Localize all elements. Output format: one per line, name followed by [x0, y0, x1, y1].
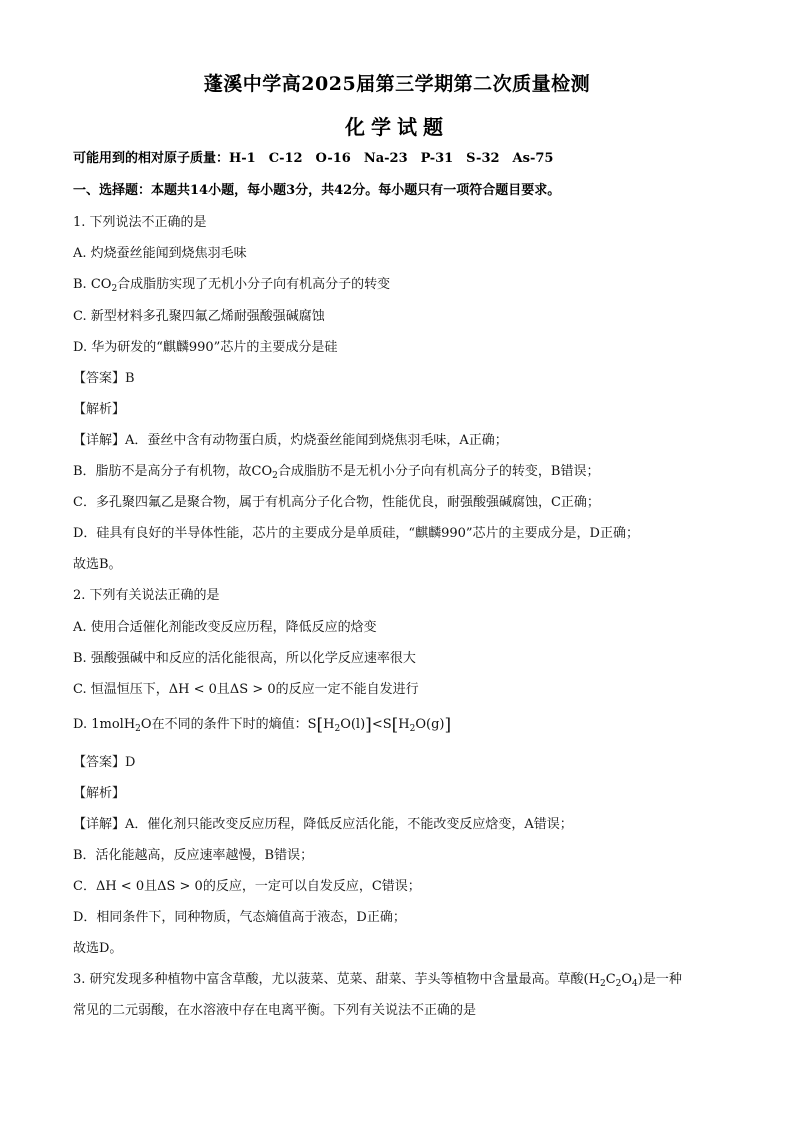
q2-option-c: C. 恒温恒压下，ΔH < 0且ΔS > 0的反应一定不能自发进行	[73, 682, 419, 697]
q1-stem: 1. 下列说法不正确的是	[73, 215, 207, 230]
q2-detail-c: C．ΔH < 0且ΔS > 0的反应，一定可以自发反应，C错误；	[73, 879, 421, 894]
q2-detail-a: 【详解】A．催化剂只能改变反应历程，降低反应活化能，不能改变反应焓变，A错误；	[73, 817, 573, 832]
q2-answer: 【答案】D	[73, 755, 136, 770]
q3-stem-line2: 常见的二元弱酸，在水溶液中存在电离平衡。下列有关说法不正确的是	[73, 1003, 477, 1018]
subject-title: 化学试题	[345, 115, 449, 139]
q2-conclusion: 故选D。	[73, 941, 123, 956]
q2-option-a: A. 使用合适催化剂能改变反应历程，降低反应的焓变	[73, 620, 377, 635]
q2-detail-b: B．活化能越高，反应速率越慢，B错误；	[73, 848, 314, 863]
q2-option-d: D. 1molH$_2$O在不同的条件下时的熵值：$S[H_2O(l)]<S[H_2O(g)]$	[73, 715, 452, 735]
q1-conclusion: 故选B。	[73, 557, 122, 572]
exam-title: 蓬溪中学高2025届第三学期第二次质量检测	[203, 73, 591, 95]
q1-option-c: C. 新型材料多孔聚四氟乙烯耐强酸强碱腐蚀	[73, 309, 325, 324]
q3-stem-line1: 3. 研究发现多种植物中富含草酸，尤以菠菜、苋菜、甜菜、芋头等植物中含量最高。草酸$(H_2C_2O_4)$是一种	[73, 972, 682, 989]
q1-detail-a: 【详解】A．蚕丝中含有动物蛋白质，灼烧蚕丝能闻到烧焦羽毛味，A正确；	[73, 433, 508, 448]
q1-detail-d: D．硅具有良好的半导体性能，芯片的主要成分是单质硅，“麒麟990”芯片的主要成分是，D正确；	[73, 526, 639, 541]
atomic-masses: 可能用到的相对原子质量：H-1 C-12 O-16 Na-23 P-31 S-32 As-75	[73, 151, 554, 166]
q2-analysis-label: 【解析】	[73, 786, 126, 801]
q2-option-b: B. 强酸强碱中和反应的活化能很高，所以化学反应速率很大	[73, 651, 416, 666]
q1-analysis-label: 【解析】	[73, 402, 126, 417]
q2-stem: 2. 下列有关说法正确的是	[73, 588, 220, 603]
q1-option-d: D. 华为研发的“麒麟990”芯片的主要成分是硅	[73, 340, 338, 355]
q1-detail-b: B．脂肪不是高分子有机物，故$CO_2$合成脂肪不是无机小分子向有机高分子的转变，B错误；	[73, 464, 600, 481]
q2-detail-d: D．相同条件下，同种物质，气态熵值高于液态，D正确；	[73, 910, 406, 925]
q1-answer: 【答案】B	[73, 371, 135, 386]
q1-option-a: A. 灼烧蚕丝能闻到烧焦羽毛味	[73, 246, 247, 261]
section-heading: 一、选择题：本题共14小题，每小题3分，共42分。每小题只有一项符合题目要求。	[73, 183, 561, 198]
q1-option-b: B. $CO_2$合成脂肪实现了无机小分子向有机高分子的转变	[73, 277, 391, 294]
q1-detail-c: C．多孔聚四氟乙是聚合物，属于有机高分子化合物，性能优良，耐强酸强碱腐蚀，C正确；	[73, 495, 600, 510]
